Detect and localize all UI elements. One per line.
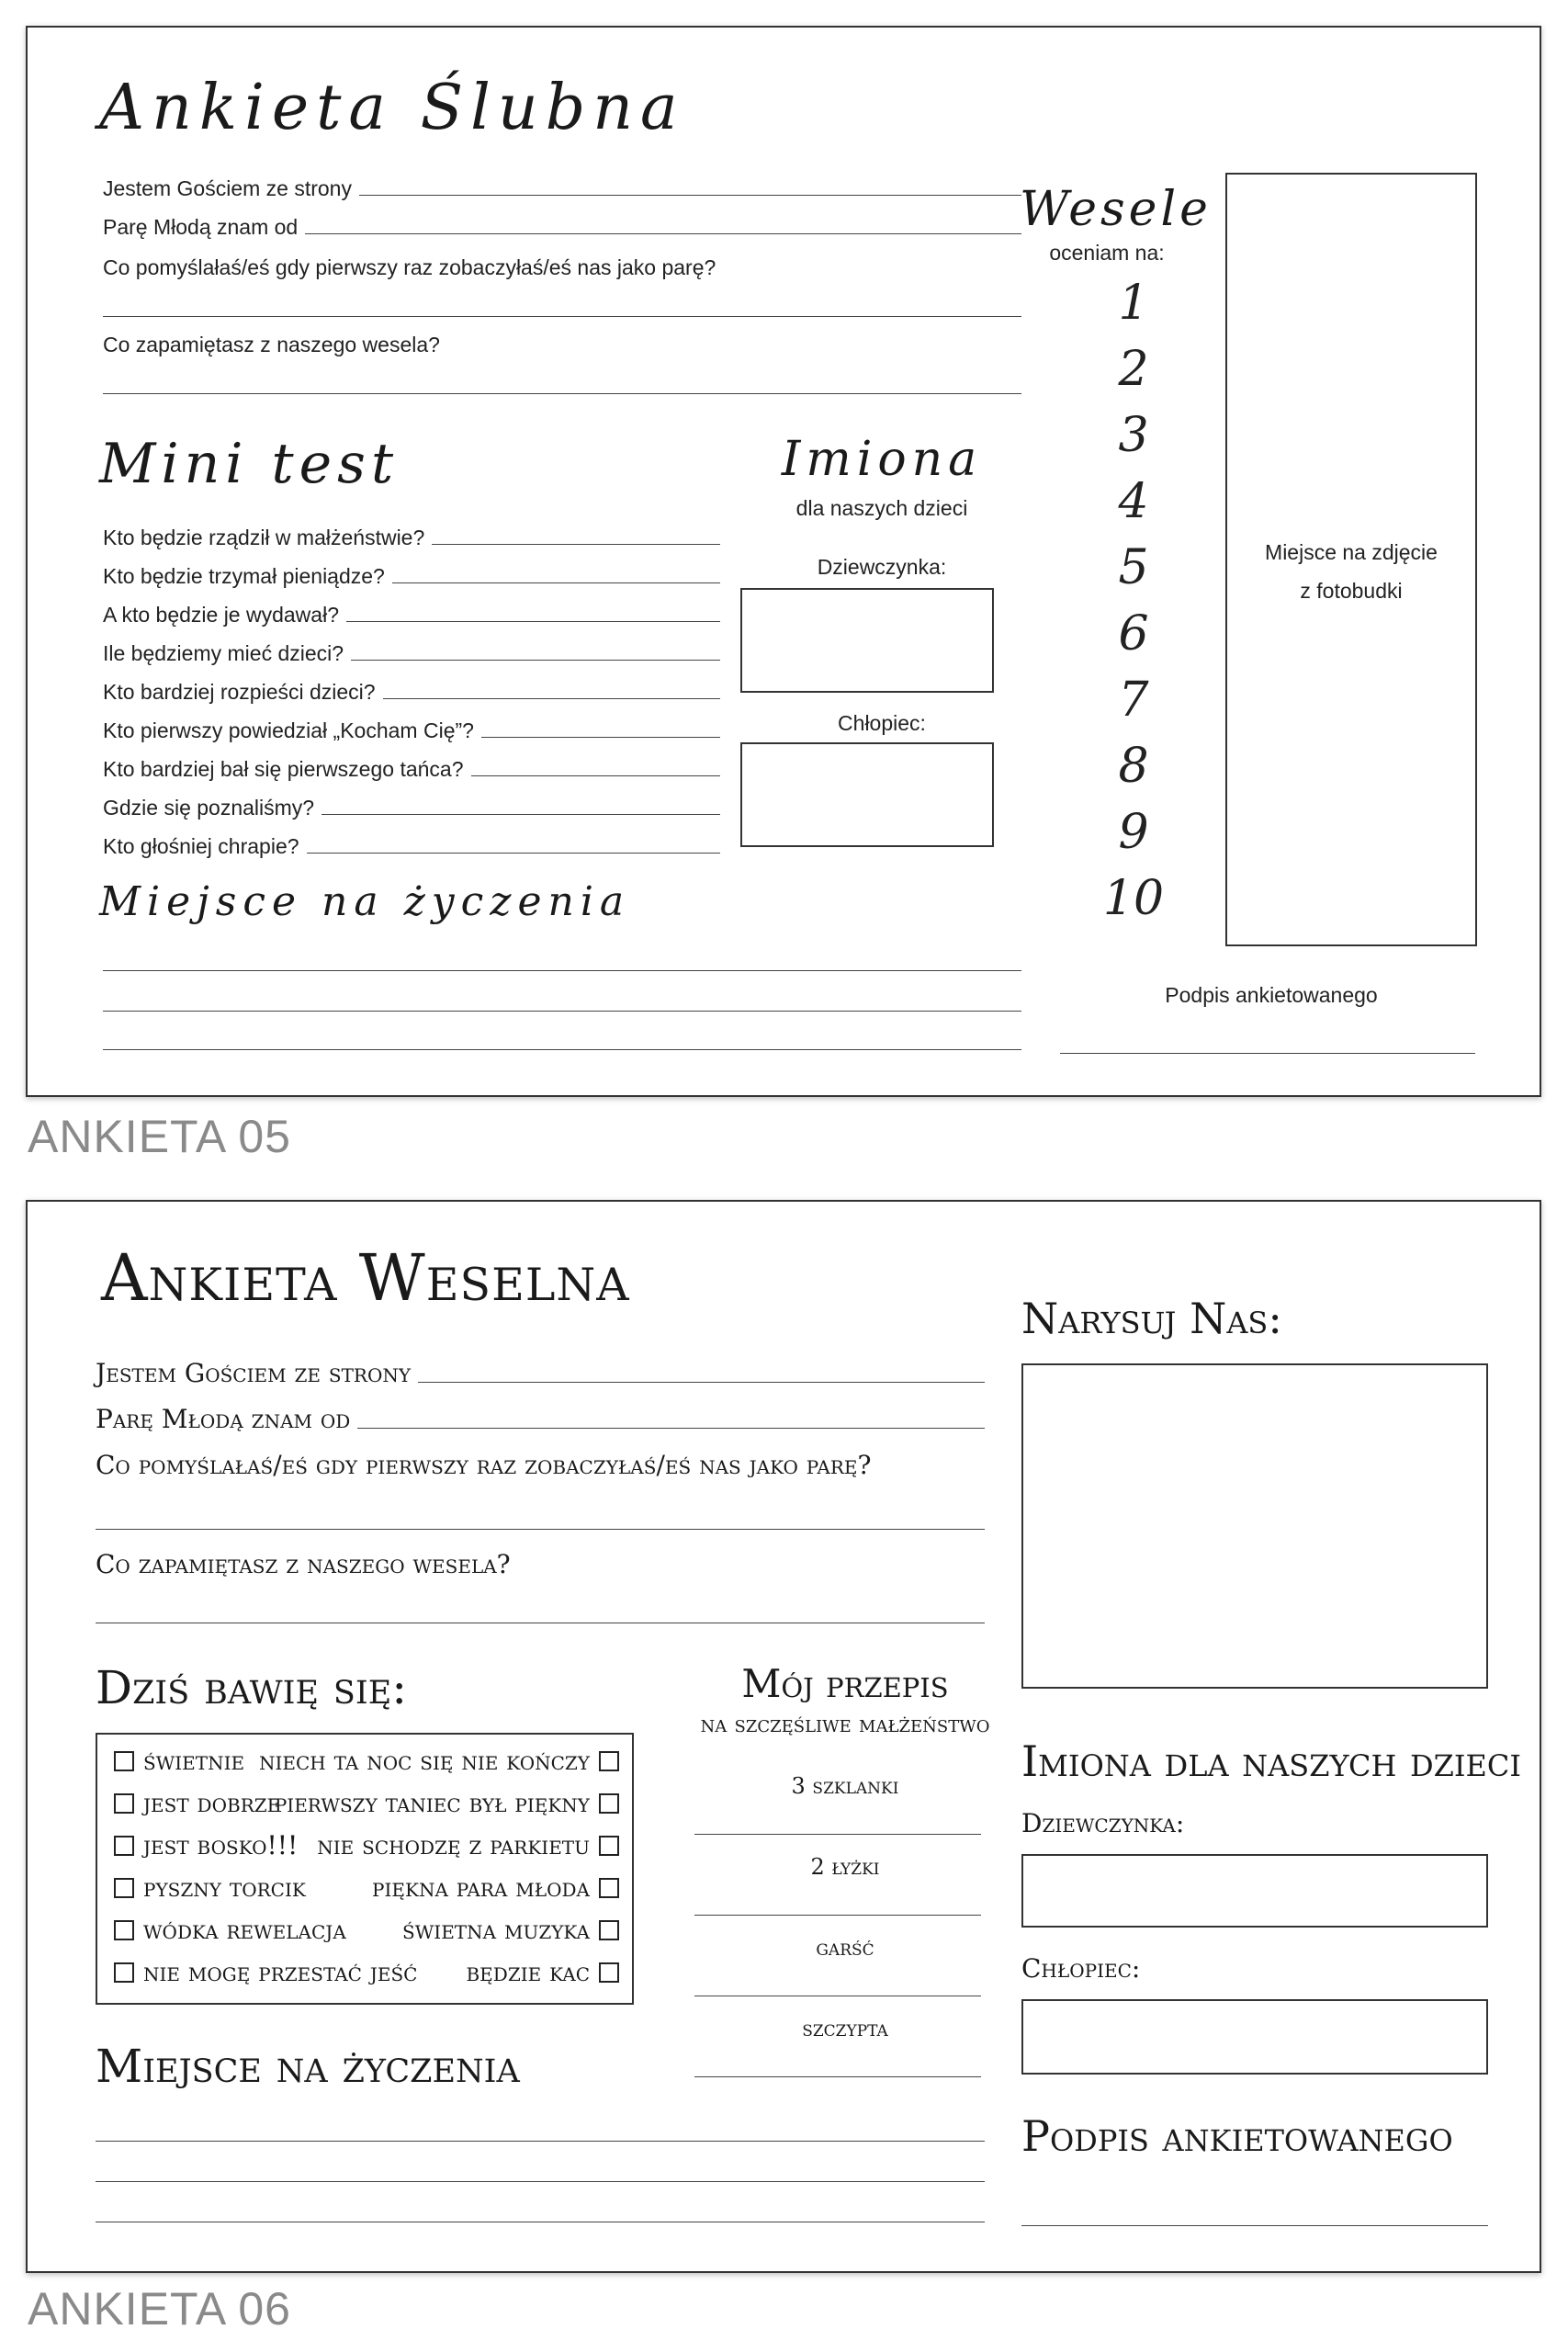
card05-q3-label: Co pomyślałaś/eś gdy pierwszy raz zobaczyłaś/eś nas jako parę? xyxy=(103,255,716,279)
card06-fun-option-label: piękna para młoda xyxy=(372,1872,590,1903)
card05-mini-test-question: Kto będzie trzymał pieniądze? xyxy=(103,564,385,588)
card06-title: Ankieta Weselna xyxy=(101,1240,630,1316)
card05-rating-option[interactable]: 4 xyxy=(1118,474,1149,529)
card05-mini-test-question: Kto głośniej chrapie? xyxy=(103,834,299,858)
survey-card-05 xyxy=(26,26,1541,1097)
card05-signature-line[interactable] xyxy=(1060,1053,1475,1054)
card06-recipe-item-line[interactable] xyxy=(694,2076,981,2077)
card06-fun-option-label: świetnie xyxy=(143,1746,245,1776)
card05-rating-subheading: oceniam na: xyxy=(1049,241,1165,265)
card05-mini-test-row xyxy=(103,603,720,628)
card06-recipe-item-line[interactable] xyxy=(694,1915,981,1916)
checkbox-icon[interactable] xyxy=(114,1793,134,1814)
card06-boy-label: Chłopiec: xyxy=(1021,1953,1141,1984)
card06-fun-option-right[interactable] xyxy=(466,1957,619,1987)
card05-mini-test-row xyxy=(103,796,720,820)
card06-recipe-item-label: 2 łyżki xyxy=(810,1854,880,1880)
card06-q3-line[interactable] xyxy=(96,1529,985,1530)
card05-q4-line[interactable] xyxy=(103,393,1021,394)
card06-fun-option-label: nie mogę przestać jeść xyxy=(143,1957,418,1987)
card06-q4-label: Co zapamiętasz z naszego wesela? xyxy=(96,1549,511,1579)
checkbox-icon[interactable] xyxy=(114,1878,134,1898)
card05-photo-line1: Miejsce na zdjęcie xyxy=(1265,540,1438,564)
card05-q1-line[interactable] xyxy=(359,195,1021,196)
card05-mini-test-answer-line[interactable] xyxy=(351,660,720,661)
card06-wishes-heading: Miejsce na życzenia xyxy=(96,2040,520,2093)
card05-mini-test-question: Gdzie się poznaliśmy? xyxy=(103,796,315,820)
card06-fun-option-label: jest bosko!!! xyxy=(143,1830,299,1860)
checkbox-icon[interactable] xyxy=(599,1962,619,1983)
card06-fun-option-right[interactable] xyxy=(372,1872,619,1903)
card06-fun-option-right[interactable] xyxy=(317,1830,619,1860)
card06-q3-label: Co pomyślałaś/eś gdy pierwszy raz zobaczyłaś/eś nas jako parę? xyxy=(96,1450,872,1480)
card06-q2-row xyxy=(96,1404,985,1434)
card05-mini-test-question: A kto będzie je wydawał? xyxy=(103,603,339,627)
card05-mini-test-row xyxy=(103,757,720,782)
survey-card-06 xyxy=(26,1200,1541,2273)
card06-fun-option-left[interactable] xyxy=(114,1788,280,1818)
card05-q1-row xyxy=(103,176,1021,201)
card05-wishes-line-3[interactable] xyxy=(103,1049,1021,1050)
card06-fun-option-left[interactable] xyxy=(114,1746,244,1776)
card06-recipe-item-line[interactable] xyxy=(694,1834,981,1835)
card06-fun-option-left[interactable] xyxy=(114,1830,298,1860)
card05-q2-label: Parę Młodą znam od xyxy=(103,215,299,239)
checkbox-icon[interactable] xyxy=(114,1751,134,1771)
checkbox-icon[interactable] xyxy=(599,1836,619,1856)
card06-fun-option-right[interactable] xyxy=(259,1746,619,1776)
checkbox-icon[interactable] xyxy=(599,1920,619,1940)
card05-mini-test-row xyxy=(103,641,720,666)
card06-signature-label: Podpis ankietowanego xyxy=(1021,2111,1453,2161)
card05-mini-test-question: Ile będziemy mieć dzieci? xyxy=(103,641,344,665)
card05-mini-test-answer-line[interactable] xyxy=(383,698,720,699)
card06-q1-row xyxy=(96,1358,985,1388)
card05-wishes-line-2[interactable] xyxy=(103,1011,1021,1012)
card06-girl-label: Dziewczynka: xyxy=(1021,1808,1185,1838)
card05-wishes-line-1[interactable] xyxy=(103,970,1021,971)
card06-fun-option-label: pierwszy taniec był piękny xyxy=(274,1788,590,1818)
checkbox-icon[interactable] xyxy=(599,1793,619,1814)
card06-fun-option-left[interactable] xyxy=(114,1957,417,1987)
card06-names-heading: Imiona dla naszych dzieci xyxy=(1021,1736,1522,1786)
card05-mini-test-answer-line[interactable] xyxy=(346,621,720,622)
card05-mini-test-row xyxy=(103,680,720,705)
card05-mini-test-question: Kto bardziej bał się pierwszego tańca? xyxy=(103,757,464,781)
checkbox-icon[interactable] xyxy=(114,1836,134,1856)
card05-girl-label: Dziewczynka: xyxy=(817,555,947,579)
card06-q2-label: Parę Młodą znam od xyxy=(96,1404,351,1434)
card05-photo-line2: z fotobudki xyxy=(1300,579,1403,603)
card06-signature-line[interactable] xyxy=(1021,2225,1488,2226)
card05-signature-label: Podpis ankietowanego xyxy=(1165,983,1378,1007)
card05-girl-box[interactable] xyxy=(740,588,994,693)
card05-rating-option[interactable]: 2 xyxy=(1118,342,1149,397)
card05-mini-test-question: Kto będzie rządził w małżeństwie? xyxy=(103,526,425,549)
card06-fun-option-label: niech ta noc się nie kończy xyxy=(258,1746,590,1776)
card05-mini-test-answer-line[interactable] xyxy=(432,544,720,545)
card06-boy-box[interactable] xyxy=(1021,1999,1488,2075)
card05-rating-option[interactable]: 7 xyxy=(1118,673,1149,728)
card05-mini-test-answer-line[interactable] xyxy=(471,775,720,776)
card05-mini-test-answer-line[interactable] xyxy=(307,853,720,854)
card06-recipe-item-label: szczypta xyxy=(802,2016,888,2041)
card05-photo-box[interactable] xyxy=(1225,173,1477,946)
card05-rating-option[interactable]: 1 xyxy=(1118,276,1149,331)
card06-fun-option-label: jest dobrze xyxy=(143,1788,281,1818)
card06-fun-option-label: świetna muzyka xyxy=(402,1915,590,1945)
card05-mini-test-answer-line[interactable] xyxy=(481,737,720,738)
card05-title: Ankieta Ślubna xyxy=(99,72,685,144)
card06-recipe-subheading: na szczęśliwe małżeństwo xyxy=(700,1711,990,1738)
card06-fun-option-label: będzie kac xyxy=(466,1957,590,1987)
card05-rating-option[interactable]: 9 xyxy=(1118,805,1149,860)
card05-mini-test-question: Kto bardziej rozpieści dzieci? xyxy=(103,680,376,704)
checkbox-icon[interactable] xyxy=(114,1920,134,1940)
card05-rating-option[interactable]: 3 xyxy=(1118,408,1149,463)
card05-wishes-heading: Miejsce na życzenia xyxy=(99,878,631,925)
card05-rating-option[interactable]: 6 xyxy=(1118,606,1149,662)
card05-boy-label: Chłopiec: xyxy=(838,711,926,735)
card05-mini-test-row xyxy=(103,718,720,743)
checkbox-icon[interactable] xyxy=(599,1878,619,1898)
card06-fun-option-left[interactable] xyxy=(114,1872,306,1903)
card05-mini-test-row xyxy=(103,526,720,550)
card05-names-heading: Imiona xyxy=(781,432,983,487)
card06-recipe-item-label: 3 szklanki xyxy=(791,1773,899,1799)
card06-fun-heading: Dziś bawię się: xyxy=(96,1661,408,1714)
card05-mini-test-question: Kto pierwszy powiedział „Kocham Cię”? xyxy=(103,718,474,742)
card05-rating-heading: Wesele xyxy=(1020,182,1212,237)
card06-wishes-line-2[interactable] xyxy=(96,2181,985,2182)
card05-mini-test-answer-line[interactable] xyxy=(321,814,720,815)
checkbox-icon[interactable] xyxy=(599,1751,619,1771)
card05-rating-option[interactable]: 10 xyxy=(1102,871,1165,926)
card06-recipe-heading: Mój przepis xyxy=(741,1661,949,1706)
card06-caption: ANKIETA 06 xyxy=(28,2283,291,2335)
card05-mini-test-heading: Mini test xyxy=(99,432,400,496)
card06-draw-heading: Narysuj Nas: xyxy=(1021,1294,1282,1343)
card05-boy-box[interactable] xyxy=(740,742,994,847)
card05-mini-test-row xyxy=(103,834,720,859)
card06-wishes-line-1[interactable] xyxy=(96,2141,985,2142)
card05-mini-test-answer-line[interactable] xyxy=(392,582,720,583)
card06-fun-option-right[interactable] xyxy=(275,1788,619,1818)
card05-q1-label: Jestem Gościem ze strony xyxy=(103,176,352,200)
card05-caption: ANKIETA 05 xyxy=(28,1111,291,1162)
card06-q2-line[interactable] xyxy=(357,1428,985,1429)
card05-rating-option[interactable]: 8 xyxy=(1118,739,1149,794)
card06-fun-box xyxy=(96,1733,634,2005)
checkbox-icon[interactable] xyxy=(114,1962,134,1983)
card05-names-subheading: dla naszych dzieci xyxy=(795,496,968,520)
card06-fun-option-label: wódka rewelacja xyxy=(143,1915,346,1945)
card06-recipe-item-label: garść xyxy=(816,1935,874,1961)
card05-q4-label: Co zapamiętasz z naszego wesela? xyxy=(103,333,440,356)
card05-q2-row xyxy=(103,215,1021,240)
card06-draw-box[interactable] xyxy=(1021,1363,1488,1689)
card06-q1-label: Jestem Gościem ze strony xyxy=(96,1358,412,1388)
card05-mini-test-row xyxy=(103,564,720,589)
card06-q1-line[interactable] xyxy=(418,1382,985,1383)
card06-fun-option-right[interactable] xyxy=(402,1915,619,1945)
card06-girl-box[interactable] xyxy=(1021,1854,1488,1928)
card06-fun-option-label: nie schodzę z parkietu xyxy=(317,1830,590,1860)
card06-fun-option-label: pyszny torcik xyxy=(143,1872,306,1903)
card06-fun-option-left[interactable] xyxy=(114,1915,346,1945)
card05-q3-line[interactable] xyxy=(103,316,1021,317)
card05-q2-line[interactable] xyxy=(305,233,1021,234)
card05-rating-option[interactable]: 5 xyxy=(1118,540,1149,595)
